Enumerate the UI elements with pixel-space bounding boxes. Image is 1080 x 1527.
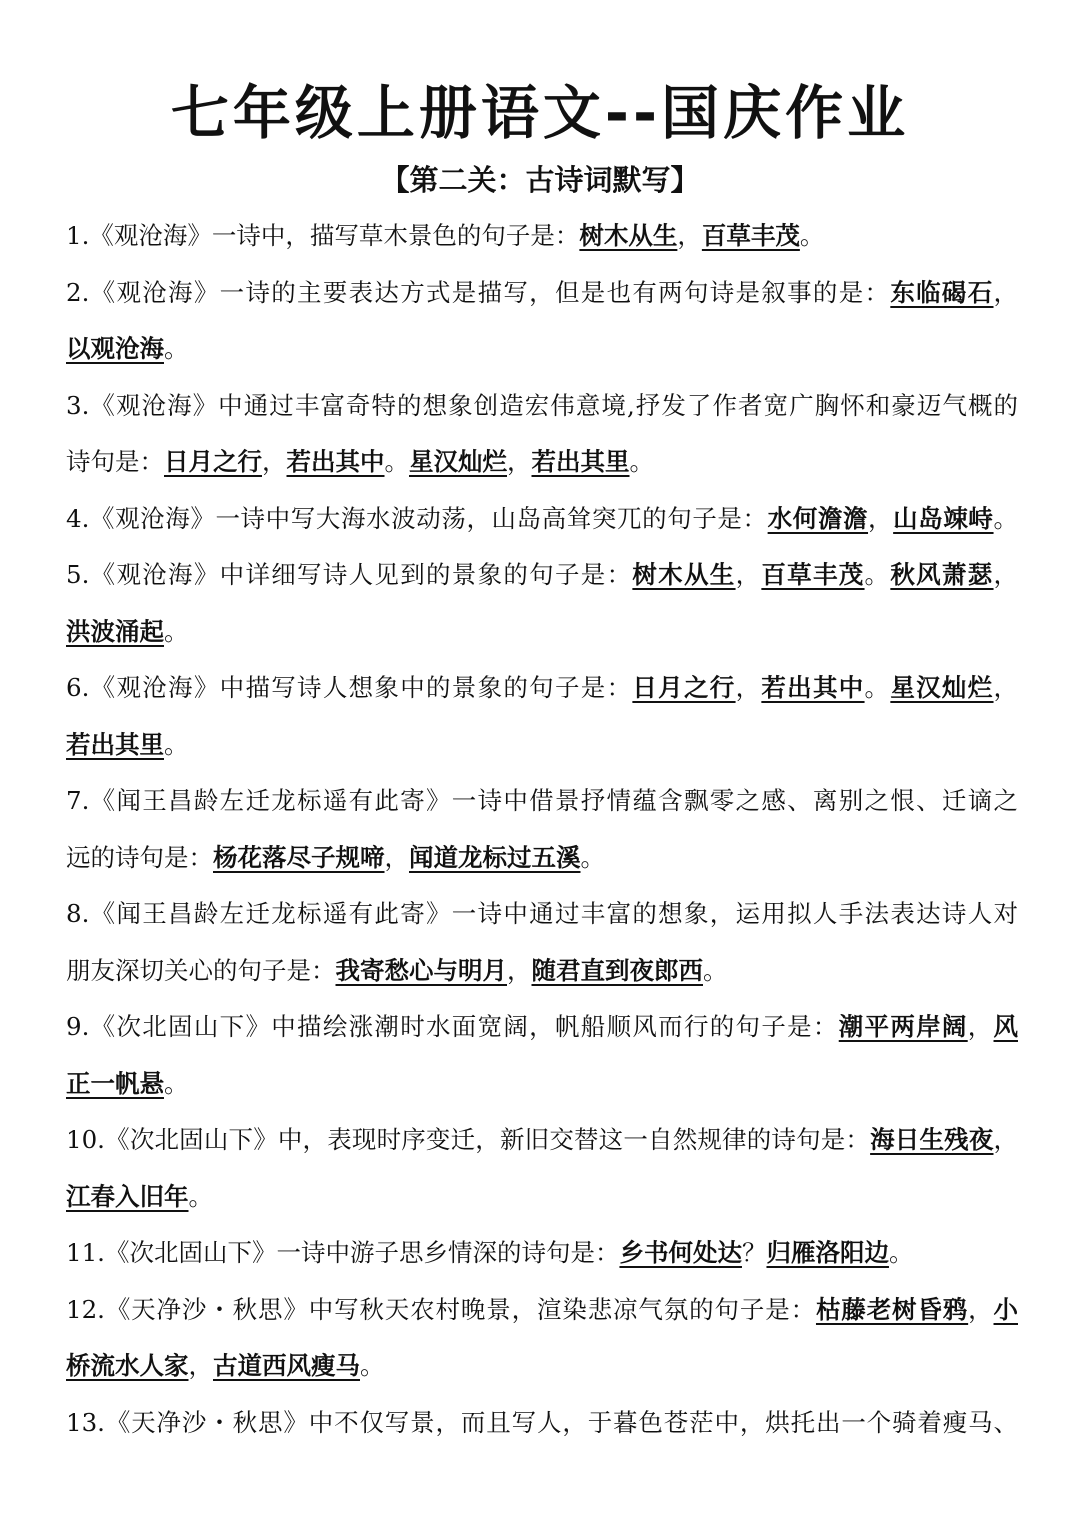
question-text: ， <box>968 1294 994 1324</box>
question-line <box>66 547 1018 604</box>
question-text: 朋友深切关心的句子是： <box>66 955 336 985</box>
question-text: ， <box>262 447 287 476</box>
answer-text: 古道西风瘦马 <box>213 1351 360 1380</box>
question-item <box>66 773 1018 886</box>
question-text: 。 <box>864 560 891 589</box>
question-text: 10.《次北固山下》中，表现时序变迁，新旧交替这一自然规律的诗句是： <box>66 1125 871 1154</box>
question-text: 。 <box>703 955 728 985</box>
question-item <box>66 1282 1018 1395</box>
answer-text: 杨花落尽子规啼 <box>213 842 385 872</box>
question-text: 13.《天净沙・秋思》中不仅写景，而且写人，于暮色苍茫中，烘托出一个骑着瘦马、 <box>66 1407 1018 1437</box>
answer-text: 百草丰茂 <box>761 560 865 589</box>
question-text: ， <box>993 560 1018 589</box>
question-item <box>66 208 1018 265</box>
question-text: 。 <box>864 673 891 702</box>
question-item <box>66 886 1018 999</box>
answer-text: 若出其中 <box>761 673 865 702</box>
question-text: 4.《观沧海》一诗中写大海水波动荡，山岛高耸突兀的句子是： <box>66 503 768 533</box>
question-text: 。 <box>164 1068 189 1098</box>
answer-text: 小 <box>993 1294 1018 1324</box>
question-text: 6.《观沧海》中描写诗人想象中的景象的句子是： <box>66 673 633 702</box>
question-text: ， <box>735 673 762 702</box>
answer-text: 山岛竦峙 <box>893 503 994 533</box>
question-text: 3.《观沧海》中通过丰富奇特的想象创造宏伟意境,抒发了作者宽广胸怀和豪迈气概的 <box>66 390 1018 420</box>
question-text: 。 <box>164 729 189 759</box>
question-line <box>66 660 1018 717</box>
question-item <box>66 547 1018 660</box>
question-text: ， <box>735 560 762 589</box>
question-line <box>66 491 1018 548</box>
answer-text: 星汉灿烂 <box>409 447 507 476</box>
question-line <box>66 830 1018 887</box>
question-text: ， <box>967 1012 994 1041</box>
question-line <box>66 999 1018 1056</box>
answer-text: 百草丰茂 <box>701 221 800 250</box>
question-line <box>66 886 1018 943</box>
question-text: 。 <box>629 447 654 476</box>
answer-text: 风 <box>993 1012 1018 1041</box>
answer-text: 洪波涌起 <box>66 616 164 646</box>
question-line <box>66 434 1018 491</box>
question-item <box>66 999 1018 1112</box>
answer-text: 乡书何处达 <box>619 1238 742 1267</box>
question-text: 11.《次北固山下》一诗中游子思乡情深的诗句是： <box>66 1238 620 1267</box>
question-line <box>66 208 1018 265</box>
question-line <box>66 717 1018 774</box>
question-item <box>66 1112 1018 1225</box>
question-text: 5.《观沧海》中详细写诗人见到的景象的句子是： <box>66 560 633 589</box>
answer-text: 闻道龙标过五溪 <box>409 842 581 872</box>
question-item <box>66 1395 1018 1452</box>
question-item <box>66 491 1018 548</box>
answer-text: 海日生残夜 <box>870 1125 994 1154</box>
question-text: ， <box>384 842 409 872</box>
answer-text: 东临碣石 <box>890 277 994 307</box>
question-text: 。 <box>384 447 409 476</box>
answer-text: 江春入旧年 <box>66 1181 189 1211</box>
question-line <box>66 773 1018 830</box>
question-text: 。 <box>164 334 189 363</box>
answer-text: 随君直到夜郎西 <box>531 955 703 985</box>
question-item <box>66 1225 1018 1282</box>
answer-text: 我寄愁心与明月 <box>335 955 507 985</box>
question-text: ， <box>993 277 1018 307</box>
question-text: 2.《观沧海》一诗的主要表达方式是描写，但是也有两句诗是叙事的是： <box>66 277 891 307</box>
question-text: 1.《观沧海》一诗中，描写草木景色的句子是： <box>66 221 580 250</box>
answer-text: 潮平两岸阔 <box>838 1012 968 1041</box>
question-text: 8.《闻王昌龄左迁龙标遥有此寄》一诗中通过丰富的想象，运用拟人手法表达诗人对 <box>66 899 1018 928</box>
question-text: 。 <box>993 503 1018 533</box>
question-item <box>66 265 1018 378</box>
question-line <box>66 1338 1018 1395</box>
question-text: ， <box>677 221 702 250</box>
question-text: ， <box>993 673 1018 702</box>
answer-text: 水何澹澹 <box>767 503 869 533</box>
question-line <box>66 1169 1018 1226</box>
question-line <box>66 1225 1018 1282</box>
answer-text: 若出其里 <box>531 447 630 476</box>
question-line <box>66 1395 1018 1452</box>
answer-text: 日月之行 <box>164 447 262 476</box>
answer-text: 日月之行 <box>632 673 736 702</box>
answer-text: 秋风萧瑟 <box>890 560 994 589</box>
question-line <box>66 321 1018 378</box>
question-line <box>66 378 1018 435</box>
question-text: ， <box>507 955 532 985</box>
answer-text: 桥流水人家 <box>66 1351 189 1380</box>
answer-text: 若出其中 <box>286 447 385 476</box>
question-text: ， <box>993 1125 1018 1154</box>
answer-text: 正一帆悬 <box>66 1068 164 1098</box>
answer-text: 枯藤老树昏鸦 <box>815 1294 969 1324</box>
question-text: 。 <box>888 1238 914 1267</box>
question-text: 远的诗句是： <box>66 842 213 872</box>
question-text: 。 <box>164 616 189 646</box>
question-text: ， <box>188 1351 213 1380</box>
question-line <box>66 1112 1018 1169</box>
question-text: 9.《次北固山下》中描绘涨潮时水面宽阔，帆船顺风而行的句子是： <box>66 1012 839 1041</box>
question-item <box>66 660 1018 773</box>
question-text: ， <box>507 447 532 476</box>
question-list <box>66 208 1018 1451</box>
question-text: 。 <box>580 842 605 872</box>
answer-text: 归雁洛阳边 <box>766 1238 889 1267</box>
question-item <box>66 378 1018 491</box>
answer-text: 星汉灿烂 <box>890 673 994 702</box>
question-text: ？ <box>741 1238 767 1267</box>
answer-text: 树木从生 <box>632 560 736 589</box>
question-line <box>66 1056 1018 1113</box>
question-text: 。 <box>360 1351 385 1380</box>
question-line <box>66 943 1018 1000</box>
answer-text: 以观沧海 <box>66 334 164 363</box>
question-text: 12.《天净沙・秋思》中写秋天农村晚景，渲染悲凉气氛的句子是： <box>66 1294 816 1324</box>
section-heading: 【第二关：古诗词默写】 <box>380 163 700 197</box>
question-text: 诗句是： <box>66 447 164 476</box>
question-text: ， <box>868 503 894 533</box>
answer-text: 树木从生 <box>579 221 678 250</box>
answer-text: 若出其里 <box>66 729 164 759</box>
question-text: 。 <box>799 221 825 250</box>
page-title: 七年级上册语文--国庆作业 <box>170 79 910 147</box>
question-text: 7.《闻王昌龄左迁龙标遥有此寄》一诗中借景抒情蕴含飘零之感、离别之恨、迁谪之 <box>66 786 1018 815</box>
question-line <box>66 265 1018 322</box>
question-line <box>66 604 1018 661</box>
question-text: 。 <box>188 1181 213 1211</box>
question-line <box>66 1282 1018 1339</box>
